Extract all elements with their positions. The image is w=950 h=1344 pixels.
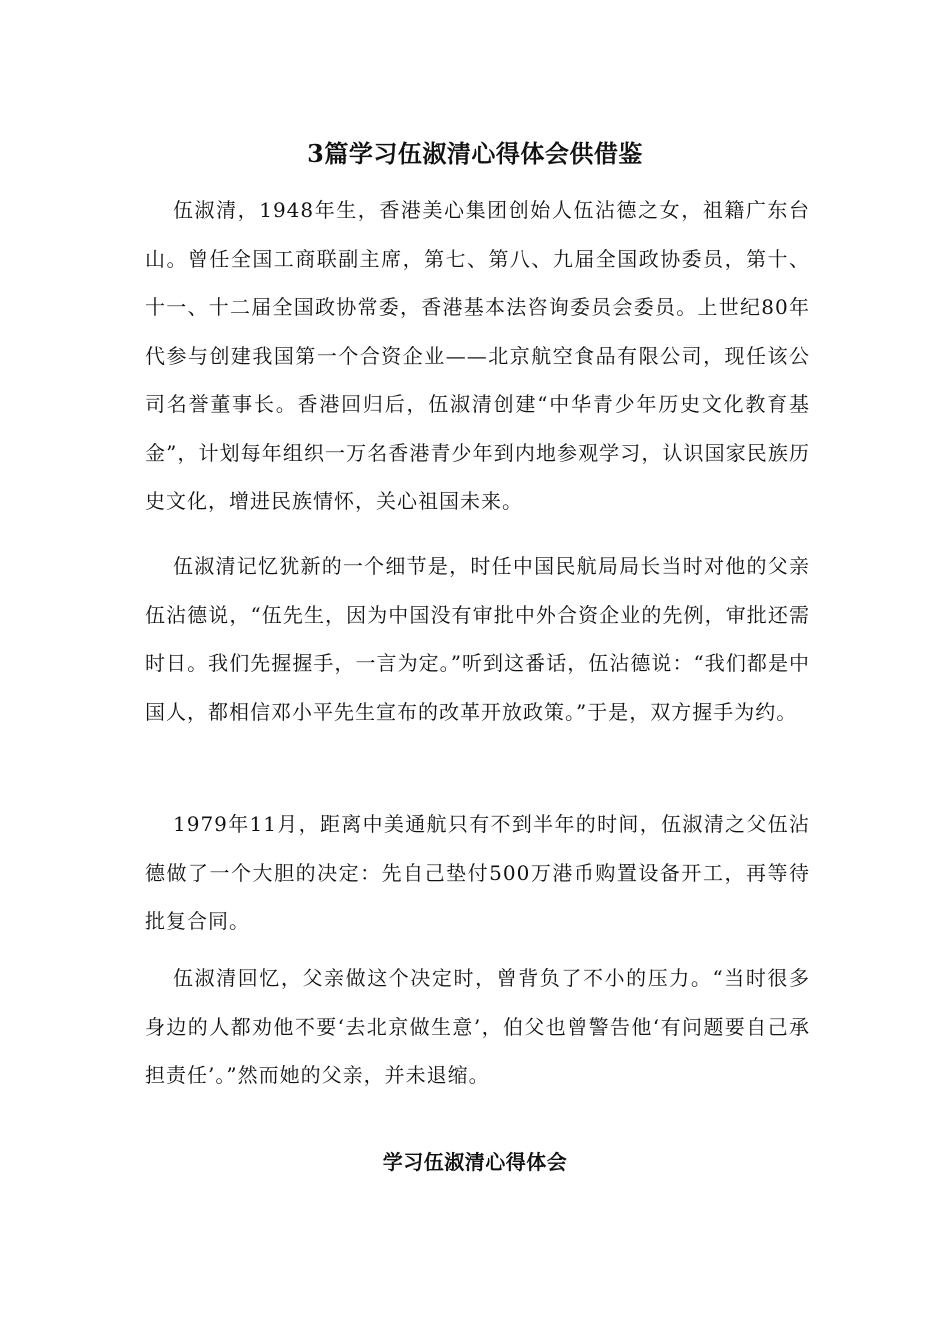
paragraph-recollection: 伍淑清回忆，父亲做这个决定时，曾背负了不小的压力。“当时很多身边的人都劝他不要‘去北京做生意’，伯父也曾警告他‘有问题要自己承担责任’。”然而她的父亲，并未退缩。: [145, 966, 810, 1087]
paragraph-decision: 1979年11月，距离中美通航只有不到半年的时间，伍淑清之父伍沾德做了一个大胆的决定：先自己垫付500万港币购置设备开工，再等待批复合同。: [145, 812, 810, 933]
paragraph-handshake: 伍淑清记忆犹新的一个细节是，时任中国民航局局长当时对他的父亲伍沾德说，“伍先生，因为中国没有审批中外合资企业的先例，审批还需时日。我们先握握手，一言为定。”听到这番话，伍沾德说：“我们都是中国人，都相信邓小平先生宣布的改革开放政策。”于是，双方握手为约。: [145, 554, 810, 724]
document-title: 3篇学习伍淑清心得体会供借鉴: [307, 139, 643, 168]
section-title: 学习伍淑清心得体会: [382, 1150, 568, 1174]
paragraph-biography: 伍淑清，1948年生，香港美心集团创始人伍沾德之女，祖籍广东台山。曾任全国工商联副主席，第七、第八、九届全国政协委员，第十、十一、十二届全国政协常委，香港基本法咨询委员会委员。上世纪80年代参与创建我国第一个合资企业——北京航空食品有限公司，现任该公司名誉董事长。香港回归后，伍淑清创建“中华青少年历史文化教育基金”，计划每年组织一万名香港青少年到内地参观学习，认识国家民族历史文化，增进民族情怀，关心祖国未来。: [145, 198, 810, 513]
